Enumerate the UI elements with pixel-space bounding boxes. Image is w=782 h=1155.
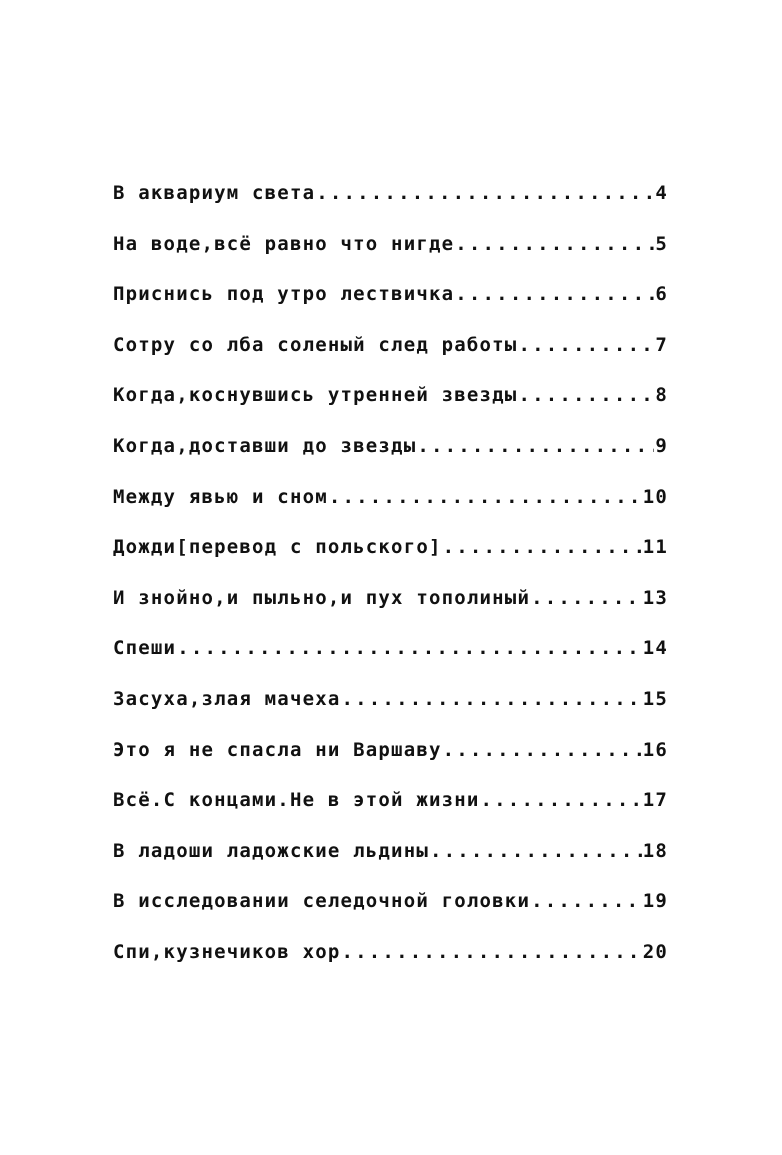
toc-entry[interactable] [113,182,668,233]
toc-entry[interactable] [113,890,668,941]
toc-dot-leader [443,536,642,558]
toc-entry[interactable] [113,587,668,638]
toc-dot-leader [342,941,642,963]
toc-entry-title: В исследовании селедочной головки [113,890,531,913]
toc-entry[interactable] [113,840,668,891]
toc-entry-title: Спеши [113,637,177,660]
toc-entry[interactable] [113,486,668,537]
toc-dot-leader [531,587,642,609]
toc-entry-title: На воде,всё равно что нигде [113,232,455,255]
toc-dot-leader [518,334,654,356]
toc-entry-title: Спи,кузнечиков хор [113,940,341,963]
toc-entry-title: Сотру со лба соленый след работы [113,333,518,356]
toc-entry[interactable] [113,739,668,790]
toc-entry-page: 4 [655,182,668,204]
toc-entry-title: И знойно,и пыльно,и пух тополиный [113,586,531,609]
table-of-contents [113,182,668,992]
toc-entry-page: 13 [642,586,668,609]
toc-entry-title: Когда,коснувшись утренней звезды [113,384,518,407]
toc-entry-title: Когда,доставши до звезды [113,434,417,457]
toc-entry-page: 5 [655,232,668,255]
toc-entry[interactable] [113,536,668,587]
toc-dot-leader [531,890,642,912]
toc-entry-page: 20 [642,940,668,963]
toc-entry-page: 16 [642,738,668,761]
toc-entry-page: 14 [642,637,668,660]
toc-entry-title: Всё.С концами.Не в этой жизни [113,789,480,812]
toc-entry[interactable] [113,637,668,688]
toc-entry-page: 6 [655,283,668,306]
toc-entry-title: Дожди[перевод с польского] [113,536,442,559]
toc-dot-leader [329,486,642,508]
toc-entry[interactable] [113,789,668,840]
toc-entry[interactable] [113,283,668,334]
toc-entry-page: 18 [642,839,668,862]
toc-entry[interactable] [113,334,668,385]
toc-entry-page: 10 [642,485,668,508]
toc-dot-leader [417,435,654,457]
toc-dot-leader [518,384,654,406]
toc-dot-leader [455,233,654,255]
toc-entry-title: В аквариум света [113,182,316,204]
toc-entry-title: Между явью и сном [113,485,328,508]
toc-entry[interactable] [113,233,668,284]
toc-entry-title: Засуха,злая мачеха [113,687,341,710]
toc-dot-leader [481,789,642,811]
toc-entry[interactable] [113,384,668,435]
toc-entry-page: 9 [655,434,668,457]
toc-entry-page: 15 [642,687,668,710]
toc-entry[interactable] [113,435,668,486]
toc-dot-leader [342,688,642,710]
toc-entry-page: 8 [655,384,668,407]
toc-entry-page: 11 [642,536,668,559]
toc-entry-title: Это я не спасла ни Варшаву [113,738,442,761]
toc-entry-page: 7 [655,333,668,356]
toc-entry-title: Приснись под утро лествичка [113,283,455,306]
toc-entry[interactable] [113,688,668,739]
toc-dot-leader [443,739,642,761]
toc-entry[interactable] [113,941,668,992]
toc-dot-leader [316,182,654,204]
toc-entry-page: 17 [642,789,668,812]
toc-dot-leader [430,840,642,862]
toc-entry-page: 19 [642,890,668,913]
toc-dot-leader [455,283,654,305]
toc-entry-title: В ладоши ладожские льдины [113,839,429,862]
toc-dot-leader [177,637,642,659]
